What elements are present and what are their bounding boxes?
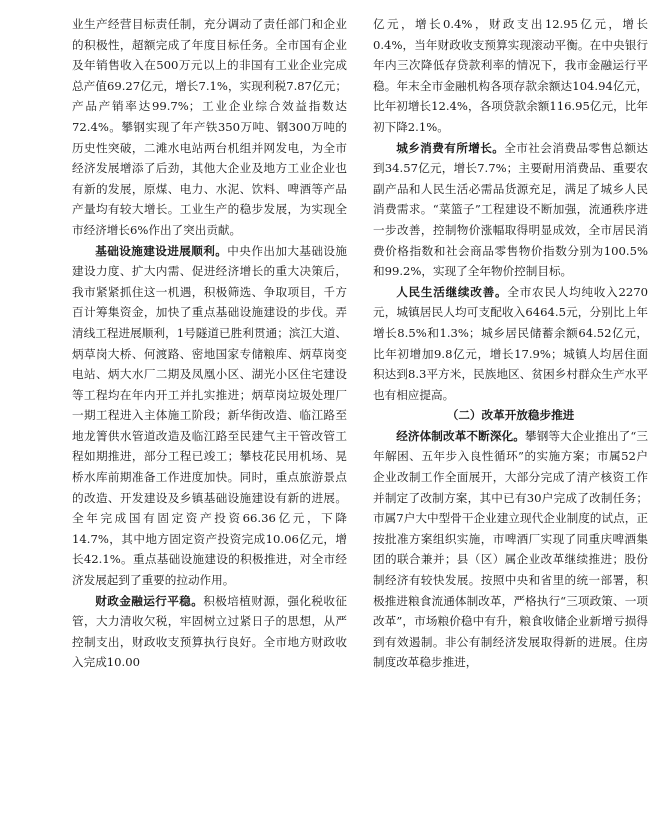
paragraph-text: 积极培植财源，强化税收征管，大力清收欠税，牢固树立过紧日子的思想，从严控制支出，财政收支预算执行良好。全市地方财政收入完成10.00 <box>72 593 347 670</box>
paragraph-industry-continued <box>72 14 347 241</box>
right-column <box>373 14 648 832</box>
paragraph-text: 中央作出加大基础设施建设力度、扩大内需、促进经济增长的重大决策后，我市紧紧抓住这一机遇，积极筛选、争取项目，千方百计筹集资金，加快了重点基础设施建设的步伐。弄清线工程进展顺利，1号隧道已胜利贯通；滨江大道、炳草岗大桥、何渡路、密地国家专储粮库、炳草岗变电站、炳大水厂二期及凤凰小区、湖光小区住宅建设等工程均在年内开工并扎实推进；炳草岗垃圾处理厂一期工程进入主体施工阶段；新华街改造、临江路至地龙箐供水管道改造及临江路至民建气主干管改管工程如期推进，部分工程已竣工；攀枝花民用机场、晃桥水库前期准备工作进度加快。同时，重点旅游景点的改造、开发建设及乡镇基础设施建设有新的进展。全年完成国有固定资产投资66.36亿元，下降14.7%，其中地方固定资产投资完成10.06亿元，增长42.1%。重点基础设施建设的积极推进，对全市经济发展起到了重要的拉动作用。 <box>72 243 347 588</box>
paragraph-finance <box>72 591 347 673</box>
paragraph-lead: 城乡消费有所增长。 <box>396 140 505 155</box>
paragraph-consumption <box>373 138 648 282</box>
paragraph-finance-continued <box>373 14 648 138</box>
paragraph-reform <box>373 426 648 673</box>
paragraph-living-standards <box>373 282 648 406</box>
left-column <box>72 14 347 832</box>
paragraph-text: 全市社会消费品零售总额达到34.57亿元，增长7.7%；主要耐用消费品、重要农副产品和人民生活必需品货源充足，满足了城乡人民消费需求。“菜篮子”工程建设不断加强，流通秩序进一步改善，控制物价涨幅取得明显成效，全市居民消费价格指数和社会商品零售物价指数分别为100.5%和99.2%，实现了全年物价控制目标。 <box>373 140 648 279</box>
paragraph-lead: 经济体制改革不断深化。 <box>396 428 525 443</box>
paragraph-text: 攀钢等大企业推出了“三年解困、五年步入良性循环”的实施方案；市属52户企业改制工作全面展开，大部分完成了清产核资工作并制定了改制方案，其中已有30户完成了改制任务；市属7户大中型骨干企业建立现代企业制度的试点，正按批准方案组织实施，市啤酒厂实现了同重庆啤酒集团的联合兼并；县（区）属企业改革继续推进；股份制经济有较快发展。按照中央和省里的统一部署，积极推进粮食流通体制改革，严格执行“三项政策、一项改革”，市场粮价稳中有升，粮食收储企业新增亏损得到有效遏制。非公有制经济发展取得新的进展。住房制度改革稳步推进， <box>373 428 648 670</box>
section-heading: （二）改革开放稳步推进 <box>446 408 575 423</box>
paragraph-text: 亿元，增长0.4%，财政支出12.95亿元，增长0.4%，当年财政收支预算实现滚动平衡。在中央银行年内三次降低存贷款利率的情况下，我市金融运行平稳。年末全市金融机构各项存款余额达104.94亿元，比年初增长12.4%，各项贷款余额116.95亿元，比年初下降2.1%。 <box>373 17 648 134</box>
paragraph-infrastructure <box>72 241 347 591</box>
paragraph-text: 业生产经营目标责任制，充分调动了责任部门和企业的积极性，超额完成了年度目标任务。全市国有企业及年销售收入在500万元以上的非国有工业企业完成总产值69.27亿元，增长7.1%，实现利税7.87亿元；产品产销率达99.7%；工业企业综合效益指数达72.4%。攀钢实现了年产铁350万吨、钢300万吨的历史性突破，二滩水电站两台机组并网发电，为全市经济发展增添了后劲，其他大企业及地方工业企业也有新的发展，原煤、电力、水泥、饮料、啤酒等产品产量均有较大增长。工业生产的稳步发展，为实现全市经济增长6%作出了突出贡献。 <box>72 17 347 237</box>
paragraph-lead: 基础设施建设进展顺利。 <box>95 243 228 258</box>
paragraph-lead: 人民生活继续改善。 <box>396 284 508 299</box>
paragraph-text: 全市农民人均纯收入2270元，城镇居民人均可支配收入6464.5元，分别比上年增长8.5%和1.3%；城乡居民储蓄余额64.52亿元，比年初增加9.8亿元，增长17.9%；城镇人均居住面积达到8.3平方米，民族地区、贫困乡村群众生产水平也有相应提高。 <box>373 284 648 402</box>
paragraph-lead: 财政金融运行平稳。 <box>95 593 204 608</box>
